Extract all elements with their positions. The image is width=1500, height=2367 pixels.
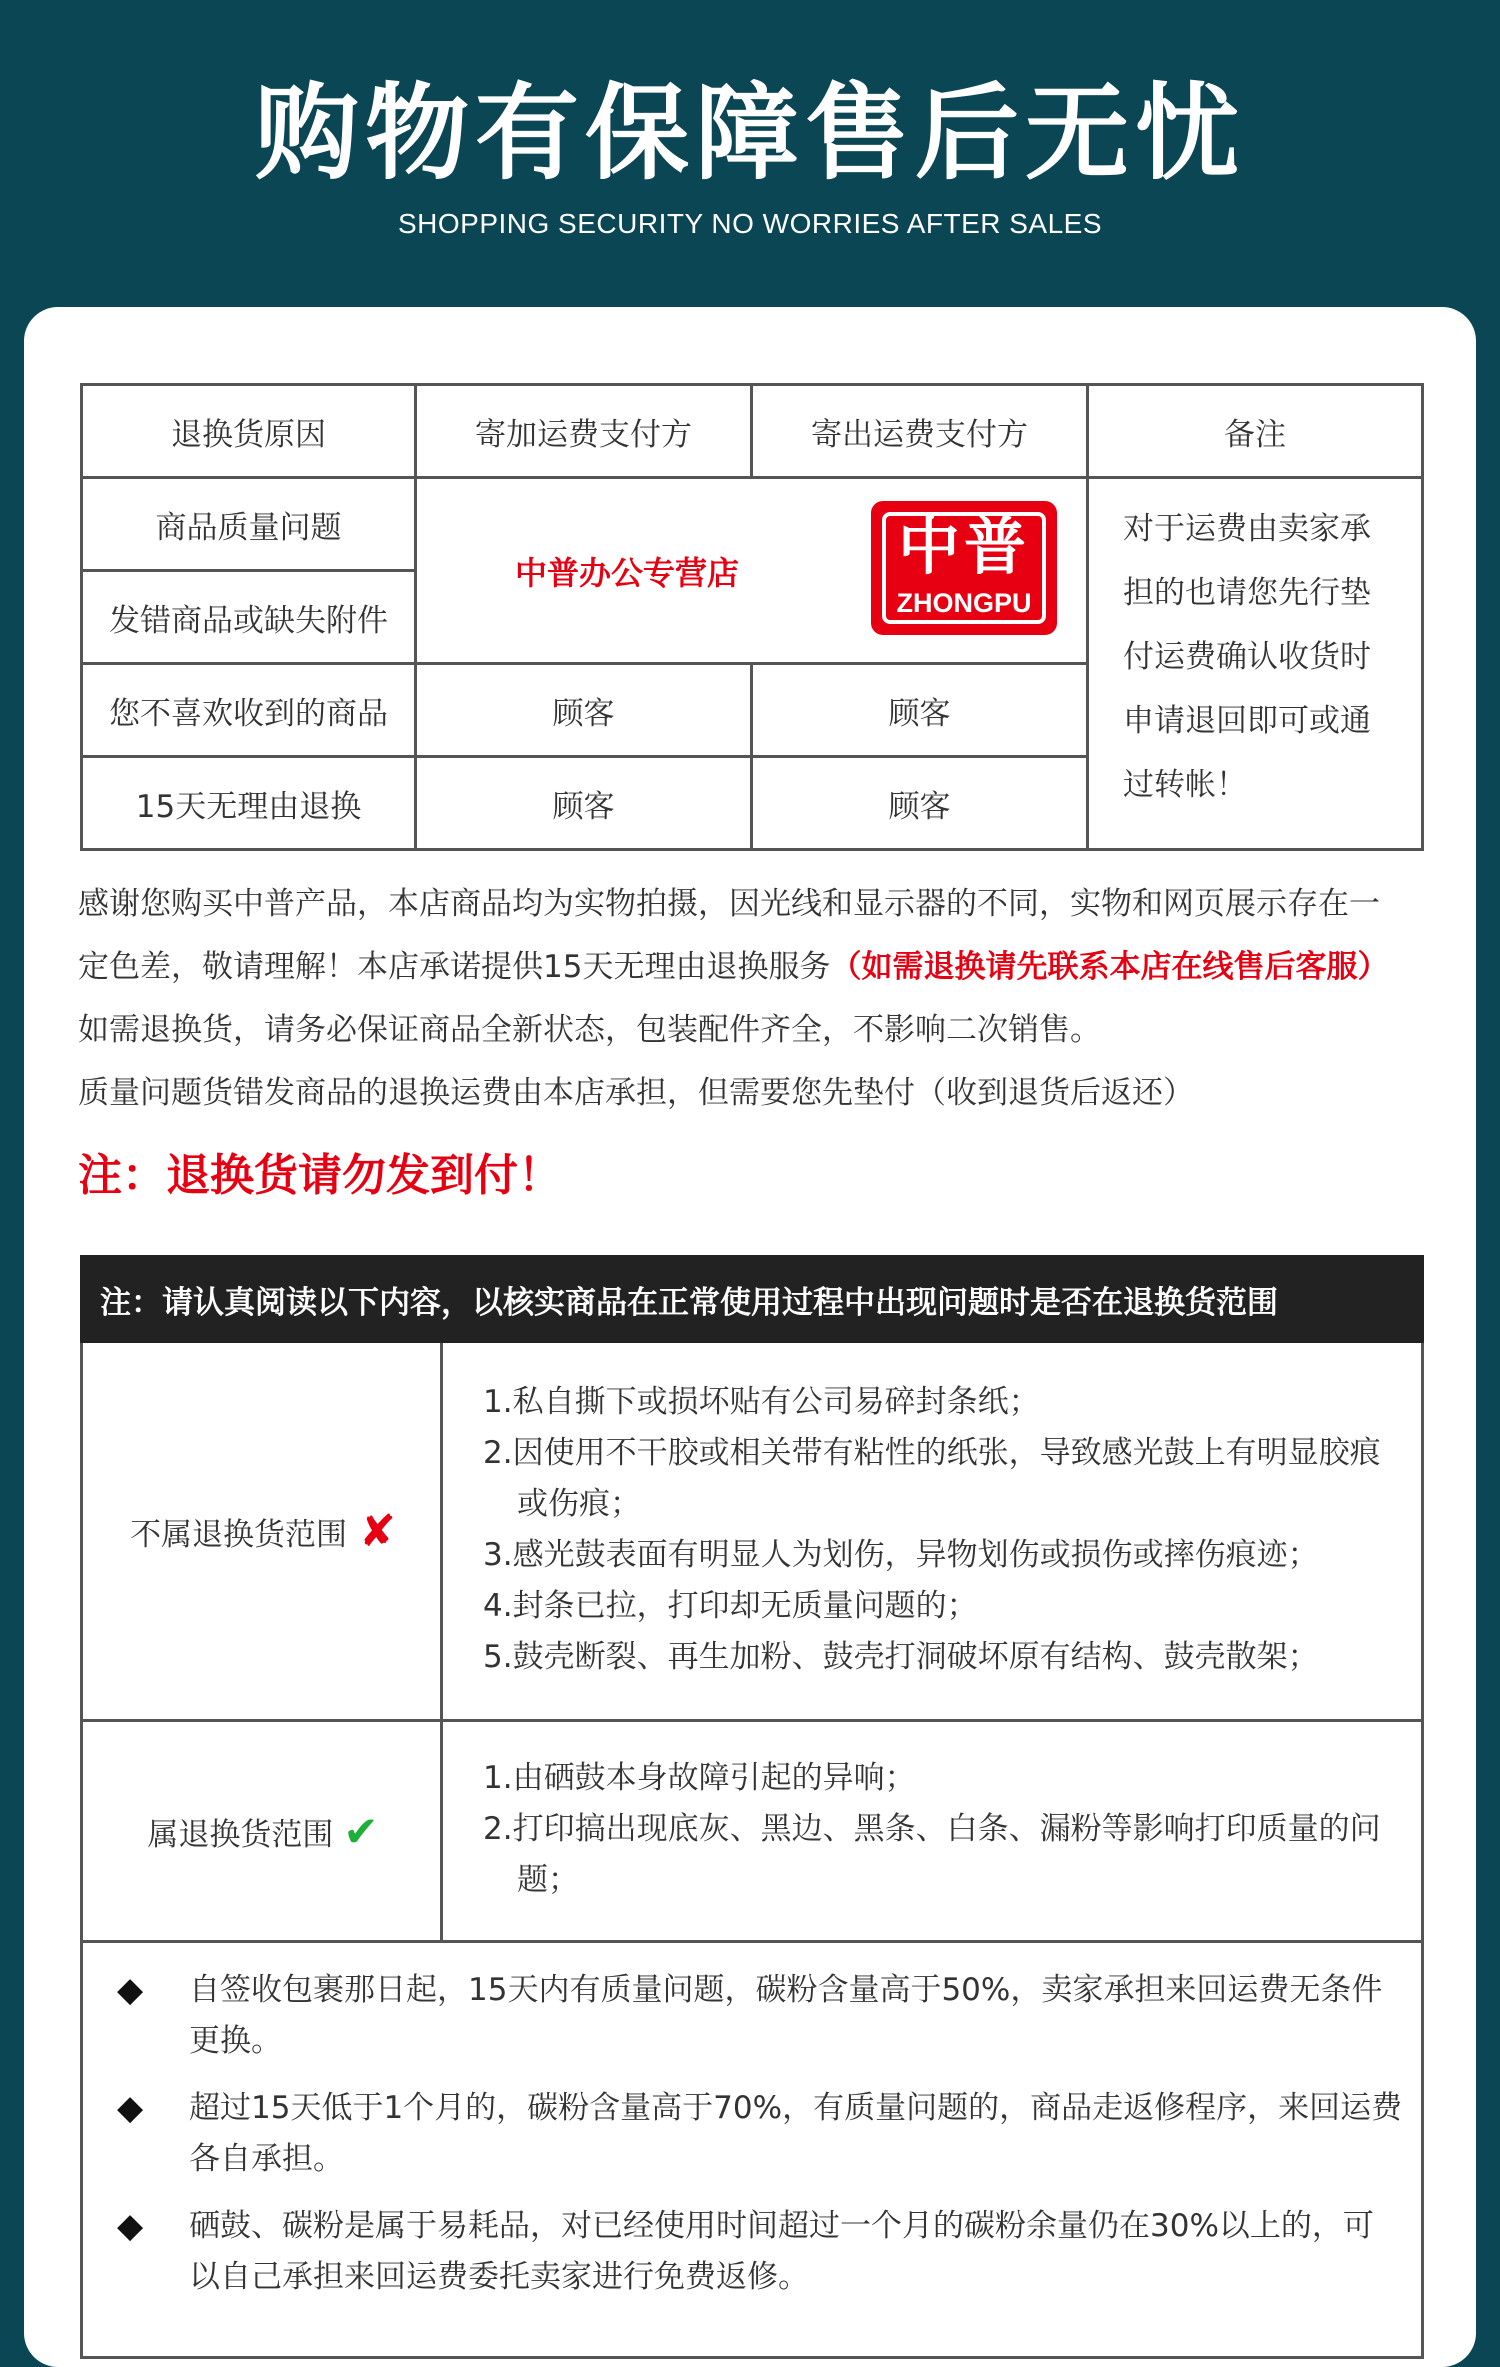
cross-icon: ✘ xyxy=(359,1505,396,1557)
list-item: 1.私自撕下或损坏贴有公司易碎封条纸； xyxy=(483,1384,1040,1420)
freight-notes xyxy=(113,1965,1403,2303)
covered-label-text: 属退换货范围 xyxy=(147,1816,334,1853)
hero-title: 购物有保障售后无忧 xyxy=(254,72,1245,194)
diamond-bullet-icon: ◆ xyxy=(117,1970,144,2010)
remark-line: 付运费确认收货时 xyxy=(1123,639,1371,675)
reason-quality-issue: 商品质量问题 xyxy=(155,509,342,546)
header-return-freight-payer: 寄加运费支付方 xyxy=(475,416,692,453)
list-item: 5.鼓壳断裂、再生加粉、鼓壳打洞破坏原有结构、鼓壳散架； xyxy=(483,1639,1319,1675)
list-item: 1.由硒鼓本身故障引起的异响； xyxy=(483,1760,916,1796)
header-send-freight-payer: 寄出运费支付方 xyxy=(811,416,1028,453)
note-text: 超过15天低于1个月的，碳粉含量高于70%，有质量问题的，商品走返修程序，来回运费各自承担。 xyxy=(189,2090,1403,2177)
list-item: 2.打印搞出现底灰、黑边、黑条、白条、漏粉等影响打印质量的问题； xyxy=(483,1811,1381,1898)
contact-service-highlight: （如需退换请先联系本店在线售后客服） xyxy=(830,949,1389,985)
store-name: 中普办公专营店 xyxy=(514,553,739,592)
reason-15-day-return: 15天无理由退换 xyxy=(135,788,362,825)
payer-cell: 顾客 xyxy=(552,695,615,732)
check-icon: ✔ xyxy=(343,1806,379,1856)
not-covered-label-text: 不属退换货范围 xyxy=(130,1516,348,1553)
remark-line: 对于运费由卖家承 xyxy=(1123,511,1371,547)
payer-cell: 顾客 xyxy=(888,695,951,732)
list-item: 4.封条已拉，打印却无质量问题的； xyxy=(483,1588,978,1624)
payer-cell: 顾客 xyxy=(552,788,615,825)
not-covered-label xyxy=(83,1343,443,1719)
list-item: 2.因使用不干胶或相关带有粘性的纸张，导致感光鼓上有明显胶痕或伤痕； xyxy=(483,1435,1381,1522)
thanks-line xyxy=(78,936,1458,999)
reason-dislike: 您不喜欢收到的商品 xyxy=(109,695,388,732)
thanks-line: 感谢您购买中普产品，本店商品均为实物拍摄，因光线和显示器的不同，实物和网页展示存在一 xyxy=(78,886,1380,922)
return-policy-table xyxy=(80,383,1424,851)
hero-subtitle: SHOPPING SECURITY NO WORRIES AFTER SALES xyxy=(397,208,1103,239)
content-card xyxy=(24,307,1476,2367)
logo-cn-text: 中普 xyxy=(897,510,1030,583)
thanks-line-text: 定色差，敬请理解！本店承诺提供15天无理由退换服务 xyxy=(78,949,831,985)
note-item xyxy=(113,1965,1403,2067)
remark-line: 担的也请您先行垫 xyxy=(1123,575,1371,611)
thanks-paragraph xyxy=(78,873,1458,1125)
no-cod-warning: 注：退换货请勿发到付！ xyxy=(78,1150,562,1201)
scope-header: 注：请认真阅读以下内容，以核实商品在正常使用过程中出现问题时是否在退换货范围 xyxy=(80,1255,1424,1343)
remark-line: 申请退回即可或通 xyxy=(1123,703,1371,739)
note-text: 自签收包裹那日起，15天内有质量问题，碳粉含量高于50%，卖家承担来回运费无条件更换。 xyxy=(189,1972,1383,2059)
covered-list xyxy=(483,1753,1403,1906)
header-remark: 备注 xyxy=(1224,416,1286,453)
remark-line: 过转帐！ xyxy=(1123,767,1247,803)
payer-cell: 顾客 xyxy=(888,788,951,825)
thanks-line: 质量问题货错发商品的退换运费由本店承担，但需要您先垫付（收到退货后返还） xyxy=(78,1075,1194,1111)
header-return-reason: 退换货原因 xyxy=(171,416,326,453)
remark-text xyxy=(1089,479,1421,848)
note-text: 硒鼓、碳粉是属于易耗品，对已经使用时间超过一个月的碳粉余量仍在30%以上的，可以自己承担来回运费委托卖家进行免费返修。 xyxy=(189,2208,1374,2295)
reason-wrong-item: 发错商品或缺失附件 xyxy=(109,602,388,639)
note-item xyxy=(113,2201,1403,2303)
covered-label xyxy=(83,1722,443,1940)
diamond-bullet-icon: ◆ xyxy=(117,2088,144,2128)
note-item xyxy=(113,2083,1403,2185)
scope-table xyxy=(80,1343,1424,2359)
list-item: 3.感光鼓表面有明显人为划伤，异物划伤或损伤或摔伤痕迹； xyxy=(483,1537,1319,1573)
logo-en-text: ZHONGPU xyxy=(896,588,1032,618)
not-covered-list xyxy=(483,1377,1403,1683)
zhongpu-logo xyxy=(871,501,1057,635)
thanks-line: 如需退换货，请务必保证商品全新状态，包装配件齐全，不影响二次销售。 xyxy=(78,1012,1101,1048)
diamond-bullet-icon: ◆ xyxy=(117,2206,144,2246)
